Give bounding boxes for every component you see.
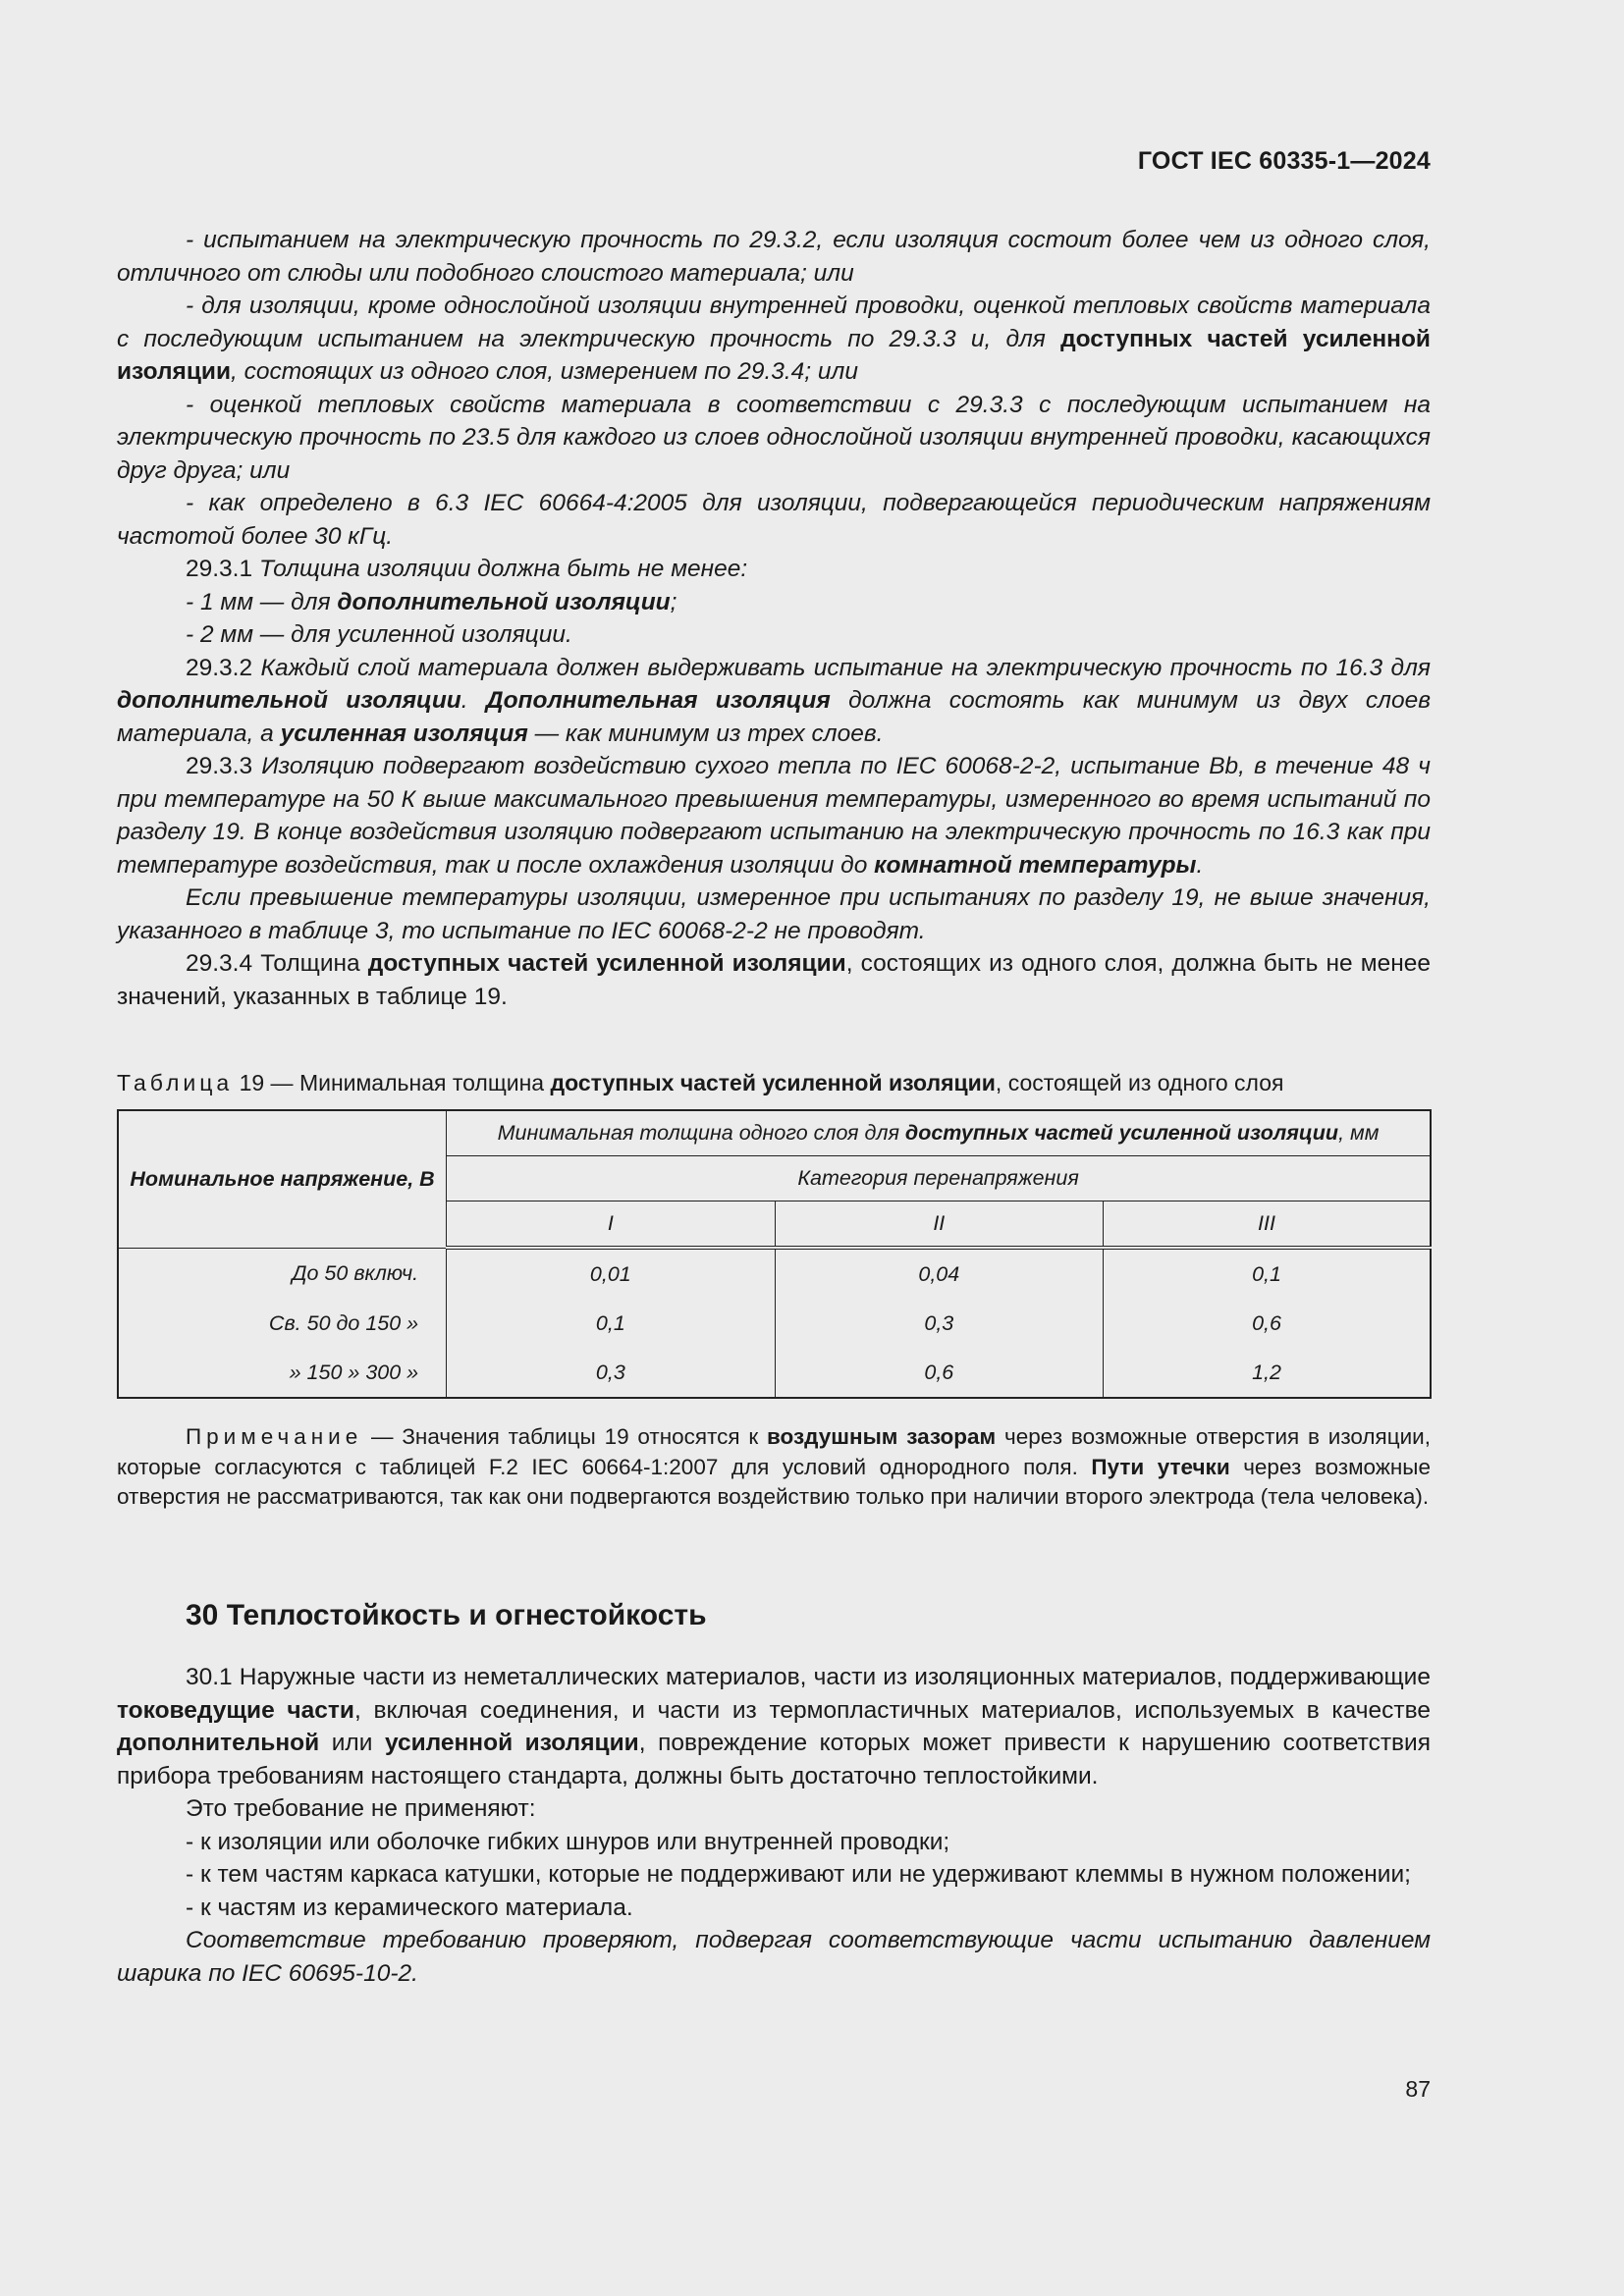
row-label: » 150 » 300 » bbox=[118, 1348, 447, 1398]
term-bold: дополнительной изоляции bbox=[337, 588, 671, 615]
term-bold: дополнительной bbox=[117, 1730, 320, 1756]
term-bold: Пути утечки bbox=[1091, 1454, 1230, 1479]
column-header-thickness: Минимальная толщина одного слоя для доступных частей усиленной изоляции, мм bbox=[447, 1110, 1431, 1156]
paragraph: - к тем частям каркаса катушки, которые не поддерживают или не удерживают клеммы в нужном положении; bbox=[186, 1861, 1411, 1888]
row-label: Св. 50 до 150 » bbox=[118, 1299, 447, 1348]
column-header-cat-1: I bbox=[447, 1201, 775, 1249]
paragraph: Соответствие требованию проверяют, подвергая соответствующие части испытанию давлением шарика по IEC 60695-10-2. bbox=[117, 1927, 1431, 1987]
table-caption: Таблица 19 — Минимальная толщина доступных частей усиленной изоляции, состоящей из одного слоя bbox=[117, 1070, 1284, 1095]
term-bold: воздушным зазорам bbox=[767, 1424, 997, 1449]
table-cell: 0,3 bbox=[775, 1299, 1103, 1348]
document-header: ГОСТ IEC 60335-1—2024 bbox=[1137, 147, 1431, 175]
table-note: Примечание — Значения таблицы 19 относятся к воздушным зазорам через возможные отверстия в изоляции, которые согласуются с таблицей F.2 IEC 60664-1:2007 для условий однородного поля. Пути утечки через возможные отверстия не рассматриваются, так как они подвергаются воздействию только при наличии второго электрода (тела человека). bbox=[117, 1424, 1431, 1509]
paragraph: Это требование не применяют: bbox=[186, 1795, 536, 1822]
table-cell: 0,1 bbox=[1104, 1248, 1431, 1299]
table-cell: 0,1 bbox=[447, 1299, 775, 1348]
term-bold: токоведущие части bbox=[117, 1696, 354, 1724]
paragraph: Если превышение температуры изоляции, измеренное при испытаниях по разделу 19, не выше значения, указанного в таблице 3, то испытание по IEC 60068-2-2 не проводят. bbox=[117, 884, 1431, 944]
term-bold: доступных частей усиленной изоляции bbox=[550, 1070, 996, 1095]
paragraph: 29.3.4 Толщина доступных частей усиленной изоляции, состоящих из одного слоя, должна быть не менее значений, указанных в таблице 19. bbox=[117, 950, 1431, 1010]
table-cell: 0,01 bbox=[447, 1248, 775, 1299]
table-19 bbox=[117, 1109, 1432, 1399]
column-header-category: Категория перенапряжения bbox=[447, 1156, 1431, 1201]
paragraph: 29.3.1 Толщина изоляции должна быть не менее: bbox=[186, 556, 748, 582]
paragraph: - 1 мм — для дополнительной изоляции; bbox=[186, 588, 677, 615]
term-bold: Дополнительная изоляция bbox=[485, 687, 831, 714]
paragraph: 30.1 Наружные части из неметаллических материалов, части из изоляционных материалов, поддерживающие токоведущие части, включая соединения, и части из термопластичных материалов, используемых в качестве дополнительной или усиленной изоляции, повреждение которых может привести к нарушению соответствия прибора требованиям настоящего стандарта, должны быть достаточно теплостойкими. bbox=[117, 1664, 1432, 1789]
column-header-cat-3: III bbox=[1104, 1201, 1431, 1249]
term-bold: дополнительной изоляции bbox=[117, 687, 461, 714]
table-row bbox=[118, 1299, 1431, 1348]
table-cell: 1,2 bbox=[1104, 1348, 1431, 1398]
paragraph: - для изоляции, кроме однослойной изоляции внутренней проводки, оценкой тепловых свойств материала с последующим испытанием на электрическую прочность по 29.3.3 и, для доступных частей усиленной изоляции, состоящих из одного слоя, измерением по 29.3.4; или bbox=[117, 293, 1431, 385]
paragraph: - как определено в 6.3 IEC 60664-4:2005 для изоляции, подвергающейся периодическим напряжениям частотой более 30 кГц. bbox=[117, 490, 1431, 550]
paragraph: - к изоляции или оболочке гибких шнуров или внутренней проводки; bbox=[186, 1828, 950, 1855]
table-cell: 0,6 bbox=[1104, 1299, 1431, 1348]
row-label: До 50 включ. bbox=[118, 1248, 447, 1299]
paragraph: 29.3.2 Каждый слой материала должен выдерживать испытание на электрическую прочность по 16.3 для дополнительной изоляции. Дополнительная изоляция должна состоять как минимум из двух слоев материала, а усиленная изоляция — как минимум из трех слоев. bbox=[117, 654, 1431, 747]
column-header-cat-2: II bbox=[775, 1201, 1103, 1249]
paragraph: - 2 мм — для усиленной изоляции. bbox=[186, 621, 572, 648]
column-header-voltage: Номинальное напряжение, В bbox=[118, 1110, 447, 1248]
term-bold: усиленной изоляции bbox=[384, 1730, 639, 1756]
term-bold: комнатной температуры bbox=[874, 851, 1197, 879]
table-row bbox=[118, 1248, 1431, 1299]
table-cell: 0,3 bbox=[447, 1348, 775, 1398]
clause-29-text bbox=[117, 224, 1431, 1013]
table-cell: 0,04 bbox=[775, 1248, 1103, 1299]
table-row bbox=[118, 1348, 1431, 1398]
term-bold: усиленная изоляция bbox=[280, 720, 528, 747]
clause-30-text bbox=[117, 1661, 1431, 1990]
page-number: 87 bbox=[1405, 2076, 1431, 2102]
term-bold: доступных частей усиленной изоляции bbox=[367, 950, 846, 977]
paragraph: - оценкой тепловых свойств материала в соответствии с 29.3.3 с последующим испытанием на электрическую прочность по 23.5 для каждого из слоев однослойной изоляции внутренней проводки, касающихся друг друга; или bbox=[117, 391, 1431, 484]
table-cell: 0,6 bbox=[775, 1348, 1103, 1398]
paragraph: - к частям из керамического материала. bbox=[186, 1894, 633, 1921]
paragraph: - испытанием на электрическую прочность по 29.3.2, если изоляция состоит более чем из одного слоя, отличного от слюды или подобного слоистого материала; или bbox=[117, 227, 1431, 287]
section-title: 30 Теплостойкость и огнестойкость bbox=[186, 1599, 707, 1631]
paragraph: 29.3.3 Изоляцию подвергают воздействию сухого тепла по IEC 60068-2-2, испытание Bb, в течение 48 ч при температуре на 50 К выше максимального превышения температуры, измеренного во время испытаний по разделу 19. В конце воздействия изоляцию подвергают испытанию на электрическую прочность по 16.3 как при температуре воздействия, так и после охлаждения изоляции до комнатной температуры. bbox=[117, 753, 1431, 879]
term-bold: доступных частей усиленной изоляции bbox=[117, 325, 1431, 385]
